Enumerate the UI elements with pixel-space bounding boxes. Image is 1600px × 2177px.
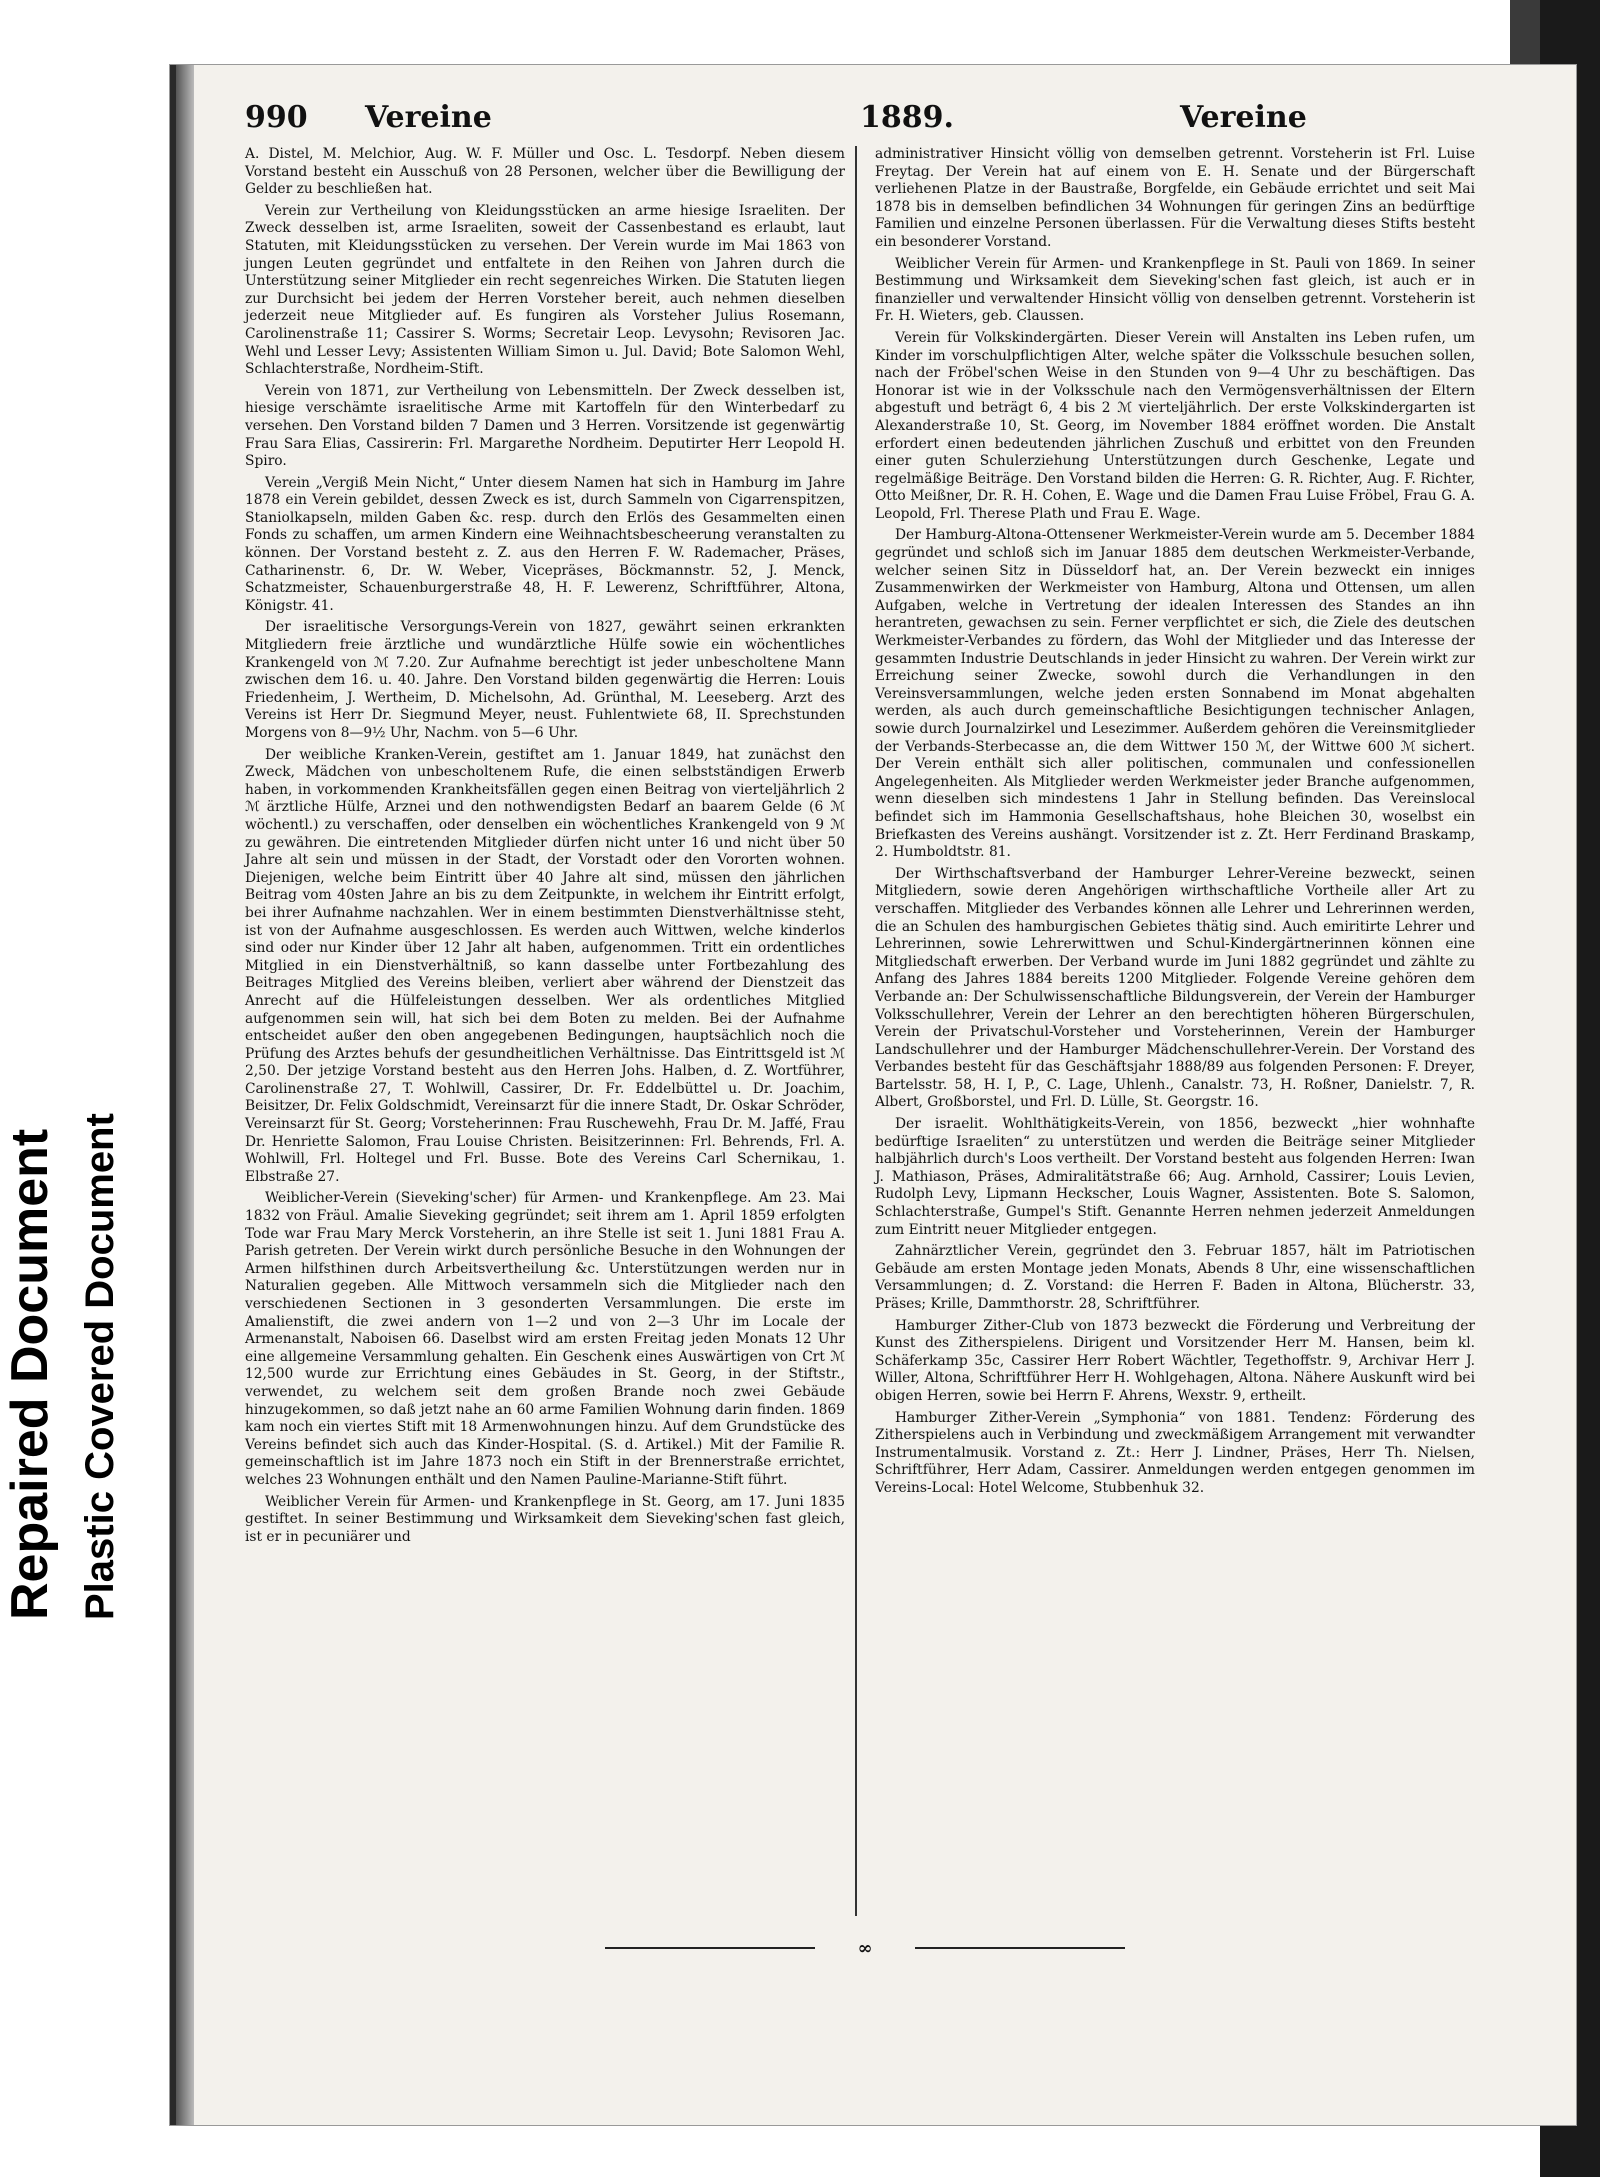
two-column-body bbox=[245, 146, 1475, 1926]
paragraph: Weiblicher Verein für Armen- und Krankenpflege in St. Georg, am 17. Juni 1835 gestiftet. In seiner Bestimmung und Wirksamkeit dem Sieveking'schen fast gleich, ist er in pecuniärer und bbox=[245, 1493, 845, 1545]
paragraph: Verein für Volkskindergärten. Dieser Verein will Anstalten ins Leben rufen, um Kinder im vorschulpflichtigen Alter, welche später die Volksschule besuchen sollen, nach der Fröbel'schen Weise in den Stunden von 9—4 Uhr zu beschäftigen. Das Honorar ist wie in der Volksschule nach den Vermögensverhältnissen der Eltern abgestuft und beträgt 6, 4 bis 2 ℳ vierteljährlich. Der erste Volkskindergarten ist Alexanderstraße 10, St. Georg, im November 1884 eröffnet worden. Die Anstalt erfordert einen bedeutenden jährlichen Zuschuß und erbittet von den Freunden einer guten Schulerziehung Unterstützungen durch Geschenke, Legate und regelmäßige Beiträge. Den Vorstand bilden die Herren: G. R. Richter, Aug. F. Richter, Otto Meißner, Dr. R. H. Cohen, E. Wage und die Damen Frau Luise Fröbel, Frau G. A. Leopold, Frl. Therese Plath und Frau E. Wage. bbox=[875, 329, 1475, 522]
paragraph: Weiblicher Verein für Armen- und Krankenpflege in St. Pauli von 1869. In seiner Bestimmung und Wirksamkeit dem Sieveking'schen fast gleich, ist auch er in finanzieller und verwaltender Hinsicht völlig von denselben getrennt. Vorsteherin ist Fr. H. Wieters, geb. Claussen. bbox=[875, 255, 1475, 325]
paragraph: Hamburger Zither-Verein „Symphonia“ von 1881. Tendenz: Förderung des Zitherspielens auch in Verbindung und zweckmäßigem Arrangement mit verwandter Instrumentalmusik. Vorstand z. Zt.: Herr J. Lindner, Präses, Herr Th. Nielsen, Schriftführer, Herr Adam, Cassirer. Anmeldungen werden entgegen genommen im Vereins-Local: Hotel Welcome, Stubbenhuk 32. bbox=[875, 1409, 1475, 1496]
paragraph: Verein zur Vertheilung von Kleidungsstücken an arme hiesige Israeliten. Der Zweck desselben ist, arme Israeliten, soweit der Cassenbestand es erlaubt, laut Statuten, mit Kleidungsstücken zu versehen. Der Verein wurde im Mai 1863 von jungen Leuten gegründet und entfaltete in den Reihen von Jahren durch die Unterstützung seiner Mitglieder ein recht segenreiches Wirken. Die Statuten liegen zur Durchsicht bei jedem der Herren Vorsteher bereit, auch nehmen dieselben jederzeit neue Mitglieder auf. Es fungiren als Vorsteher Julius Rosemann, Carolinenstraße 11; Cassirer S. Worms; Secretair Leop. Levysohn; Revisoren Jac. Wehl und Lesser Levy; Assistenten William Simon u. Jul. David; Bote Salomon Wehl, Schlachterstraße, Nordheim-Stift. bbox=[245, 202, 845, 378]
bottom-ornament bbox=[605, 1938, 1125, 1958]
plastic-covered-label: Plastic Covered Document bbox=[78, 1113, 122, 1620]
left-running-title: Vereine bbox=[365, 100, 492, 135]
ornament-glyph: ∞ bbox=[857, 1938, 873, 1959]
page-header bbox=[245, 100, 1475, 144]
column-divider bbox=[855, 146, 857, 1916]
paragraph: administrativer Hinsicht völlig von demselben getrennt. Vorsteherin ist Frl. Luise Freytag. Der Verein hat auf einem von E. H. Senate und der Bürgerschaft verliehenen Platze in der Baustraße, Borgfelde, ein Gebäude errichtet und seit Mai 1878 bis in demselben befindlichen 34 Wohnungen für geringen Zins an bedürftige Familien und einzelne Personen überlassen. Für die Verwaltung dieses Stifts besteht ein besonderer Vorstand. bbox=[875, 146, 1475, 250]
paragraph: A. Distel, M. Melchior, Aug. W. F. Müller und Osc. L. Tesdorpf. Neben diesem Vorstand besteht ein Ausschuß von 28 Personen, welcher über die Bewilligung der Gelder zu beschließen hat. bbox=[245, 146, 845, 198]
right-column bbox=[875, 146, 1475, 1502]
paragraph: Hamburger Zither-Club von 1873 bezweckt die Förderung und Verbreitung der Kunst des Zitherspielens. Dirigent und Vorsitzender Herr M. Hansen, beim kl. Schäferkamp 35c, Cassirer Herr Robert Wächtler, Tegethoffstr. 9, Archivar Herr J. Willer, Altona, Schriftführer Herr H. Wohlgehagen, Altona. Nähere Auskunft wird bei obigen Herren, sowie bei Herrn F. Ahrens, Wexstr. 9, ertheilt. bbox=[875, 1317, 1475, 1404]
repaired-document-label: Repaired Document bbox=[1, 1128, 59, 1620]
paragraph: Zahnärztlicher Verein, gegründet den 3. Februar 1857, hält im Patriotischen Gebäude am ersten Montage jeden Monats, Abends 8 Uhr, eine wissenschaftlichen Versammlungen; d. Z. Vorstand: die Herren F. Baden in Altona, Blücherstr. 33, Präses; Krille, Dammthorstr. 28, Schriftführer. bbox=[875, 1243, 1475, 1312]
year-heading: 1889. bbox=[860, 100, 954, 135]
left-column bbox=[245, 146, 845, 1550]
paragraph: Verein von 1871, zur Vertheilung von Lebensmitteln. Der Zweck desselben ist, hiesige verschämte israelitische Arme mit Kartoffeln für den Winterbedarf zu versehen. Den Vorstand bilden 7 Damen und 3 Herren. Vorsitzende ist gegenwärtig Frau Sara Elias, Cassirerin: Frl. Margarethe Nordheim. Deputirter Herr Leopold H. Spiro. bbox=[245, 382, 845, 470]
ornament-line-left bbox=[605, 1947, 815, 1949]
paragraph: Der israelit. Wohlthätigkeits-Verein, von 1856, bezweckt „hier wohnhafte bedürftige Israeliten“ zu unterstützen und werden die Beiträge seiner Mitglieder halbjährlich durch's Loos vertheilt. Der Vorstand besteht aus folgenden Herren: Iwan J. Mathiason, Präses, Admiralitätstraße 66; Aug. Arnhold, Cassirer; Louis Levien, Rudolph Levy, Lipmann Heckscher, Louis Wagner, Assistenten. Bote S. Salomon, Schlachterstraße, Gumpel's Stift. Genannte Herren nehmen jederzeit Anmeldungen zum Eintritt neuer Mitglieder entgegen. bbox=[875, 1116, 1475, 1238]
paragraph: Weiblicher-Verein (Sieveking'scher) für Armen- und Krankenpflege. Am 23. Mai 1832 von Fräul. Amalie Sieveking gegründet; seit ihrem am 1. April 1859 erfolgten Tode war Frau Mary Merck Vorsteherin, an ihre Stelle ist seit 1. Juni 1881 Frau A. Parish getreten. Der Verein wirkt durch persönliche Besuche in den Wohnungen der Armen hilfsthinen durch Arbeitsvertheilung &c. Unterstützungen werden nur in Naturalien gegeben. Alle Mittwoch versammeln sich die Mitglieder nach den verschiedenen Sectionen in 3 gesonderten Versammlungen. Die erste im Amalienstift, die zwei andern von 1—2 und von 2—3 Uhr im Locale der Armenanstalt, Naboisen 66. Daselbst wird am ersten Freitag jeden Monats 12 Uhr eine allgemeine Versammlung gehalten. Ein Geschenk eines Auswärtigen von Crt ℳ 12,500 wurde zur Errichtung eines Gebäudes in St. Georg, in der Stiftstr., verwendet, zu welchem seit dem großen Brande noch zwei Gebäude hinzugekommen, so daß jetzt nahe an 60 arme Familien Wohnung darin finden. 1869 kam noch ein viertes Stift mit 18 Armenwohnungen hinzu. Auf dem Grundstücke des Vereins befindet sich auch das Kinder-Hospital. (S. d. Artikel.) Mit der Familie R. gemeinschaftlich ist im Jahre 1873 noch ein Stift in der Brennerstraße errichtet, welches 23 Wohnungen enthält und den Namen Pauline-Marianne-Stift führt. bbox=[245, 1190, 845, 1488]
paragraph: Der israelitische Versorgungs-Verein von 1827, gewährt seinen erkrankten Mitgliedern freie ärztliche und wundärztliche Hülfe sowie ein wöchentliches Krankengeld von ℳ 7.20. Zur Aufnahme berechtigt ist jeder unbescholtene Mann zwischen dem 16. u. 40. Jahre. Den Vorstand bilden gegenwärtig die Herren: Louis Friedenheim, J. Wertheim, D. Michelsohn, Ad. Grünthal, M. Leeseberg. Arzt des Vereins ist Herr Dr. Siegmund Meyer, neust. Fuhlentwiete 68, II. Sprechstunden Morgens von 8—9½ Uhr, Nachm. von 5—6 Uhr. bbox=[245, 619, 845, 741]
right-running-title: Vereine bbox=[1180, 100, 1307, 135]
paragraph: Der weibliche Kranken-Verein, gestiftet am 1. Januar 1849, hat zunächst den Zweck, Mädchen von unbescholtenem Rufe, die einen selbstständigen Erwerb haben, in vorkommenden Krankheitsfällen gegen einen Beitrag von vierteljährlich 2 ℳ ärztliche Hülfe, Arznei und den nothwendigsten Bedarf an baarem Gelde (6 ℳ wöchentl.) zu verschaffen, oder denselben ein wöchentliches Krankengeld von 9 ℳ zu gewähren. Die eintretenden Mitglieder dürfen nicht unter 16 und nicht über 50 Jahre alt sein und müssen in der Stadt, der Vorstadt oder den Vororten wohnen. Diejenigen, welche beim Eintritt über 40 Jahre alt sind, müssen den jährlichen Beitrag vom 40sten Jahre an bis zu dem Zeitpunkte, in welchem ihr Eintritt erfolgt, bei ihrer Aufnahme nachzahlen. Wer in einem bestimmten Dienstverhältnisse steht, ist von der Aufnahme ausgeschlossen. Es werden auch Wittwen, welche kinderlos sind oder nur Kinder über 12 Jahr alt haben, aufgenommen. Tritt ein ordentliches Mitglied in ein Dienstverhältniß, so kann dasselbe unter Fortbezahlung des Beitrages Mitglied des Vereins bleiben, verliert aber während der Dienstzeit das Anrecht auf die Hülfeleistungen desselben. Wer als ordentliches Mitglied aufgenommen sein will, hat sich bei dem Boten zu melden. Bei der Aufnahme entscheidet außer den oben angegebenen Bedingungen, hauptsächlich noch die Prüfung des Arztes behufs der gesundheitlichen Verhältnisse. Das Eintrittsgeld ist ℳ 2,50. Der jetzige Vorstand besteht aus den Herren Johs. Halben, d. Z. Wortführer, Carolinenstraße 27, T. Wohlwill, Cassirer, Dr. Fr. Eddelbüttel u. Dr. Joachim, Beisitzer, Dr. Felix Goldschmidt, Vereinsarzt für die innere Stadt, Dr. Oskar Schröder, Vereinsarzt für St. Georg; Vorsteherinnen: Frau Ruschewehh, Frau Dr. M. Jaffé, Frau Dr. Henriette Salomon, Frau Louise Christen. Beisitzerinnen: Frl. Behrends, Frl. A. Wohlwill, Frl. Holtegel und Frl. Busse. Bote des Vereins Carl Schernikau, 1. Elbstraße 27. bbox=[245, 746, 845, 1185]
page-number: 990 bbox=[245, 100, 308, 135]
ornament-line-right bbox=[915, 1947, 1125, 1949]
paragraph: Der Hamburg-Altona-Ottensener Werkmeister-Verein wurde am 5. December 1884 gegründet und schloß sich im Januar 1885 dem deutschen Werkmeister-Verbande, welcher seinen Sitz in Düsseldorf hat, an. Der Verein bezweckt ein inniges Zusammenwirken der Werkmeister von Hamburg, Altona und Ottensen, um allen Aufgaben, welche in Vertretung der idealen Interessen des Standes an ihn herantreten, gewachsen zu sein. Ferner verpflichtet er sich, die Ziele des deutschen Werkmeister-Verbandes zu fördern, das Wohl der Mitglieder und das Interesse der gesammten Industrie Deutschlands in jeder Hinsicht zu wahren. Der Verein wirkt zur Erreichung seiner Zwecke, sowohl durch die Verhandlungen in den Vereinsversammlungen, welche jeden ersten Sonnabend im Monat abgehalten werden, als auch durch gemeinschaftliche Besichtigungen technischer Anlagen, sowie durch Journalzirkel und Lesezimmer. Außerdem gehören die Vereinsmitglieder der Verbands-Sterbecasse an, die dem Wittwer 150 ℳ, der Wittwe 600 ℳ sichert. Der Verein enthält sich aller politischen, communalen und confessionellen Angelegenheiten. Als Mitglieder werden Werkmeister jeder Branche aufgenommen, wenn dieselben sich mindestens 1 Jahr in Stellung befinden. Das Vereinslocal befindet sich im Hammonia Gesellschaftshaus, hohe Bleichen 30, woselbst ein Briefkasten des Vereins aushängt. Vorsitzender ist z. Zt. Herr Ferdinand Braskamp, 2. Humboldtstr. 81. bbox=[875, 527, 1475, 861]
overlay-label-area bbox=[0, 0, 150, 2177]
paragraph: Der Wirthschaftsverband der Hamburger Lehrer-Vereine bezweckt, seinen Mitgliedern, sowie deren Angehörigen wirthschaftliche Vortheile aller Art zu verschaffen. Mitglieder des Verbandes können alle Lehrer und Lehrerinnen werden, die an Schulen des hamburgischen Gebietes thätig sind. Auch emiritirte Lehrer und Lehrerinnen, sowie Lehrerwittwen und Schul-Kindergärtnerinnen können eine Mitgliedschaft erwerben. Der Verband wurde im Juni 1882 gegründet und zählte zu Anfang des Jahres 1884 bereits 1200 Mitglieder. Folgende Vereine gehören dem Verbande an: Der Schulwissenschaftliche Bildungsverein, der Verein der Hamburger Volksschullehrer, Verein der Lehrer an den berechtigten höheren Bürgerschulen, Verein der Privatschul-Vorsteher und Vorsteherinnen, Verein der Hamburger Landschullehrer und der Hamburger Mädchenschullehrer-Verein. Der Vorstand des Verbandes besteht für das Geschäftsjahr 1888/89 aus folgenden Personen: F. Dreyer, Bartelsstr. 58, H. I, P., C. Lage, Uhlenh., Canalstr. 73, H. Roßner, Danielstr. 7, R. Albert, Großborstel, und Frl. D. Lülle, St. Georgstr. 16. bbox=[875, 865, 1475, 1111]
page-content bbox=[245, 100, 1475, 2000]
paragraph: Verein „Vergiß Mein Nicht,“ Unter diesem Namen hat sich in Hamburg im Jahre 1878 ein Verein gebildet, dessen Zweck es ist, durch Sammeln von Cigarrenspitzen, Staniolkapseln, milden Gaben &c. resp. durch den Erlös des Gesammelten einen Fonds zu schaffen, um armen Kindern eine Weihnachtsbescheerung veranstalten zu können. Der Vorstand besteht z. Z. aus den Herren F. W. Rademacher, Präses, Catharinenstr. 6, Dr. W. Weber, Vicepräses, Böckmannstr. 52, J. Menck, Schatzmeister, Schauenburgerstraße 48, H. F. Lewerenz, Schriftführer, Altona, Königstr. 41. bbox=[245, 474, 845, 614]
